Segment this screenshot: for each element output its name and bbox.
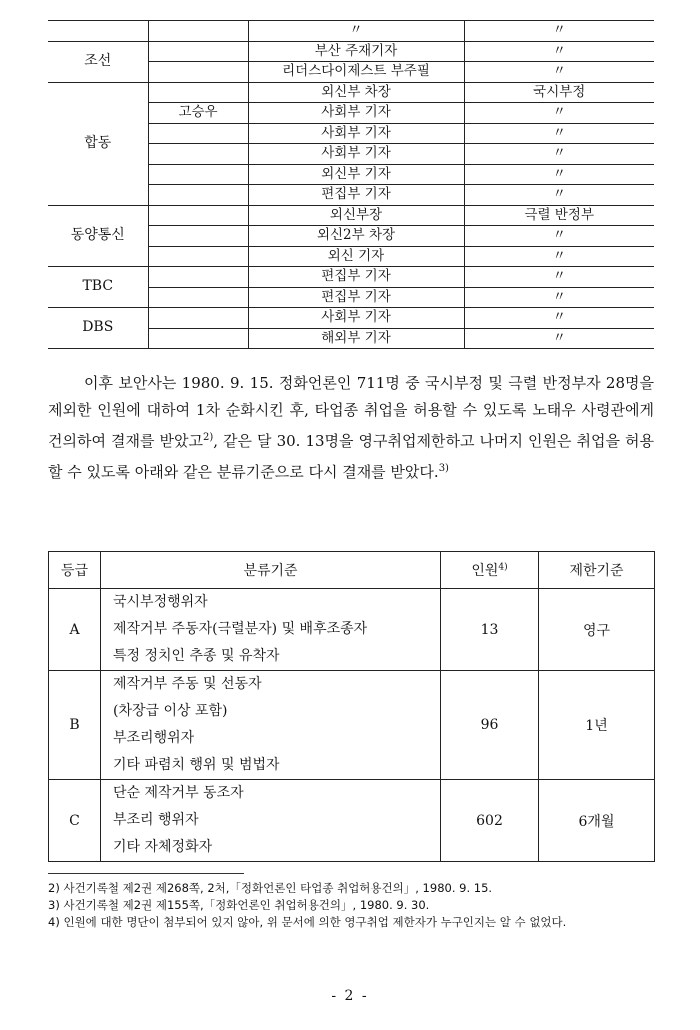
header-count [441, 552, 539, 589]
count-cell: 96 [441, 671, 539, 780]
reason-cell: 〃 [464, 185, 654, 206]
criteria-line: 부조리행위자 [113, 730, 195, 746]
footnote-ref: 2) [202, 432, 214, 443]
footnote-2: 2) 사건기록철 제2권 제268쪽, 2처,「정화언론인 타업종 취업허용건의」, 1980. 9. 15. [48, 881, 493, 895]
position-cell: 사회부 기자 [248, 308, 464, 329]
name-text: 고승우 [178, 104, 218, 120]
table-row [49, 589, 655, 671]
organization-cell: 조선 [48, 41, 148, 82]
name-cell [148, 164, 248, 185]
table-row [48, 41, 654, 62]
reason-cell: 〃 [464, 62, 654, 83]
table-row [48, 308, 654, 329]
organization-cell [48, 21, 148, 42]
criteria-line: 제작거부 주동 및 선동자 [113, 676, 262, 692]
reason-cell: 〃 [464, 328, 654, 349]
name-cell [148, 205, 248, 226]
reason-cell: 〃 [464, 123, 654, 144]
name-cell [148, 287, 248, 308]
table-row [48, 21, 654, 42]
classification-criteria-table [48, 551, 655, 862]
position-cell: 사회부 기자 [248, 103, 464, 124]
name-cell [148, 41, 248, 62]
criteria-line: 기타 자체정화자 [113, 839, 213, 855]
criteria-line: 부조리 행위자 [113, 812, 199, 828]
position-cell: 부산 주재기자 [248, 41, 464, 62]
name-cell [148, 144, 248, 165]
criteria-line: 특정 정치인 추종 및 유착자 [113, 648, 280, 664]
criteria-line: (차장급 이상 포함) [113, 703, 228, 719]
table-header-row [49, 552, 655, 589]
criteria-cell [101, 589, 441, 671]
limit-cell: 영구 [539, 589, 655, 671]
name-cell [148, 185, 248, 206]
grade-cell: A [49, 589, 101, 671]
name-cell [148, 308, 248, 329]
position-cell: 외신 기자 [248, 246, 464, 267]
reason-cell: 국시부정 [464, 82, 654, 103]
position-cell: 외신부 차장 [248, 82, 464, 103]
organization-cell: DBS [48, 308, 148, 349]
reason-cell: 〃 [464, 41, 654, 62]
reason-cell: 〃 [464, 21, 654, 42]
position-cell: 편집부 기자 [248, 185, 464, 206]
name-cell [148, 123, 248, 144]
table-row [48, 205, 654, 226]
position-cell: 해외부 기자 [248, 328, 464, 349]
criteria-line: 제작거부 주동자(극렬분자) 및 배후조종자 [113, 621, 368, 637]
criteria-cell [101, 671, 441, 780]
footnote-ref: 3) [438, 463, 449, 474]
reason-cell: 〃 [464, 308, 654, 329]
footnote-3: 3) 사건기록철 제2권 제155쪽,「정화언론인 취업허용건의」, 1980. 9. 30. [48, 898, 430, 912]
count-cell: 13 [441, 589, 539, 671]
header-grade: 등급 [49, 552, 101, 589]
table-row [49, 780, 655, 862]
footnote-ref: 4) [498, 562, 508, 573]
reason-cell: 〃 [464, 226, 654, 247]
position-cell: 외신2부 차장 [248, 226, 464, 247]
journalist-list-table [48, 20, 654, 349]
name-cell [148, 246, 248, 267]
position-cell: 편집부 기자 [248, 267, 464, 288]
reason-cell: 〃 [464, 246, 654, 267]
limit-cell: 6개월 [539, 780, 655, 862]
grade-cell: C [49, 780, 101, 862]
table-row [49, 671, 655, 780]
table-row [48, 267, 654, 288]
table-row [48, 82, 654, 103]
name-cell [148, 21, 248, 42]
reason-cell: 〃 [464, 144, 654, 165]
name-cell [148, 328, 248, 349]
header-limit: 제한기준 [539, 552, 655, 589]
position-cell: 외신부장 [248, 205, 464, 226]
header-criteria: 분류기준 [101, 552, 441, 589]
grade-cell: B [49, 671, 101, 780]
count-cell: 602 [441, 780, 539, 862]
organization-cell: TBC [48, 267, 148, 308]
position-cell: 편집부 기자 [248, 287, 464, 308]
name-cell [148, 226, 248, 247]
reason-cell: 〃 [464, 287, 654, 308]
position-cell: 외신부 기자 [248, 164, 464, 185]
body-paragraph [48, 370, 654, 486]
position-cell: 사회부 기자 [248, 123, 464, 144]
page-number: - 2 - [331, 988, 369, 1004]
criteria-line: 국시부정행위자 [113, 594, 208, 610]
header-count-label: 인원 [471, 563, 499, 579]
reason-cell: 〃 [464, 164, 654, 185]
organization-cell: 합동 [48, 82, 148, 205]
footnote-divider [48, 873, 244, 874]
name-cell [148, 267, 248, 288]
reason-cell: 극렬 반정부 [464, 205, 654, 226]
name-cell [148, 62, 248, 83]
paragraph-text-2: , 같은 달 30. 13명을 영구취업제한하고 나머지 인원은 취업을 허용할 수 있도록 아래와 같은 분류기준으로 다시 결재를 받았다. [48, 432, 654, 481]
criteria-cell [101, 780, 441, 862]
position-cell: 리더스다이제스트 부주필 [248, 62, 464, 83]
position-cell: 〃 [248, 21, 464, 42]
reason-cell: 〃 [464, 103, 654, 124]
criteria-line: 기타 파렴치 행위 및 범법자 [113, 757, 280, 773]
paragraph-text-1: 이후 보안사는 1980. 9. 15. 정화언론인 711명 중 국시부정 및 극렬 반정부자 28명을 제외한 인원에 대하여 1차 순화시킨 후, 타업종 취업을 허용할 수 있도록 노태우 사령관에게 건의하여 결재를 받았고 [48, 374, 655, 450]
name-cell [148, 103, 248, 124]
footnote-4: 4) 인원에 대한 명단이 첨부되어 있지 않아, 위 문서에 의한 영구취업 제한자가 누구인지는 알 수 없었다. [48, 915, 567, 929]
name-cell [148, 82, 248, 103]
position-cell: 사회부 기자 [248, 144, 464, 165]
reason-cell: 〃 [464, 267, 654, 288]
organization-cell: 동양통신 [48, 205, 148, 267]
limit-cell: 1년 [539, 671, 655, 780]
criteria-line: 단순 제작거부 동조자 [113, 785, 244, 801]
